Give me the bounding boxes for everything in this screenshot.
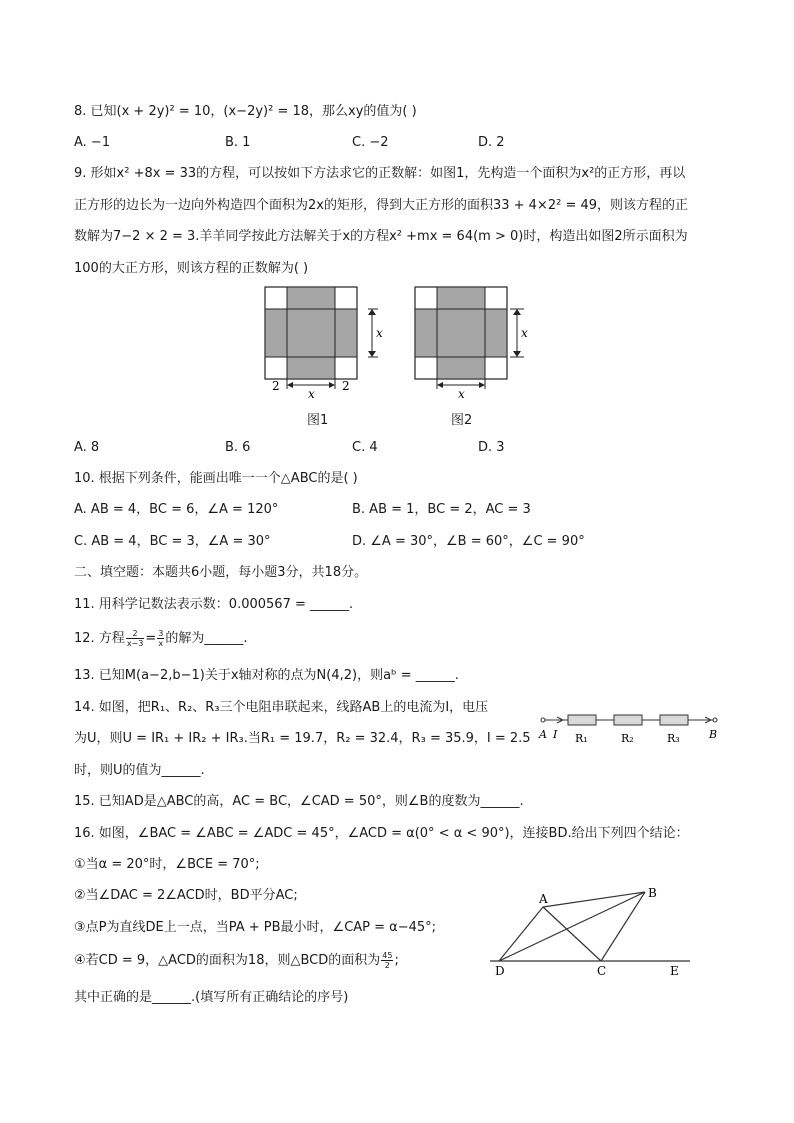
q16-conclusion-2: ②当∠DAC = 2∠ACD时，BD平分AC; [74,888,298,903]
q12-prefix: 12. 方程 [74,631,125,646]
q12-text [74,628,247,650]
section-2-heading: 二、填空题：本题共6小题，每小题3分，共18分。 [74,565,368,580]
q9-line-4: 100的大正方形，则该方程的正数解为( ) [74,261,309,276]
q9-option-b: B. 6 [225,440,251,455]
fig1-label-right-2: 2 [342,379,350,393]
q15-text: 15. 已知AD是△ABC的高，AC = BC，∠CAD = 50°，则∠B的度数为______. [74,794,524,809]
q8-option-a: A. −1 [74,135,111,150]
q9-figure-1 [255,282,390,400]
circuit-label-a: A [539,728,547,741]
q14-line-2: 为U，则U = IR₁ + IR₂ + IR₃.当R₁ = 19.7，R₂ = 32.4，R₃ = 35.9，I = 2.5 [74,731,531,746]
fig1-label-x-side: x [376,326,383,340]
q16-conclusion-3: ③点P为直线DE上一点，当PA + PB最小时，∠CAP = α−45°; [74,920,437,935]
q12-fraction-2 [157,629,164,648]
q10-option-d: D. ∠A = 30°，∠B = 60°，∠C = 90° [352,534,585,549]
q8-option-c: C. −2 [352,135,389,150]
q16-c4-prefix: ④若CD = 9，△ACD的面积为18，则△BCD的面积为 [74,953,381,968]
q10-option-b: B. AB = 1，BC = 2，AC = 3 [352,502,531,517]
circuit-label-b: B [709,728,718,741]
q12-f1-den: x−3 [126,639,144,648]
q9-line-3: 数解为7−2 × 2 = 3.羊羊同学按此方法解关于x的方程x² +mx = 64(m > 0)时，构造出如图2所示面积为 [74,229,688,244]
fig1-center-square [287,309,335,357]
q12-fraction-1 [126,629,145,648]
q8-option-b: B. 1 [225,135,251,150]
q9-option-a: A. 8 [74,440,100,455]
point-label-a: A [539,892,548,906]
q10-option-c: C. AB = 4，BC = 3，∠A = 30° [74,534,271,549]
circuit-label-i: I [553,728,558,741]
q10-option-a: A. AB = 4，BC = 6，∠A = 120° [74,502,279,517]
q16-c4-fraction [381,951,393,970]
fig2-center-square [437,309,485,357]
circuit-label-r3: R₃ [667,732,680,745]
point-label-d: D [495,964,505,978]
q9-option-c: C. 4 [352,440,378,455]
fig2-label-x-side: x [521,326,528,340]
fig1-label-left-2: 2 [272,379,280,393]
fig2-label-x-bottom: x [458,387,465,400]
q12-suffix: 的解为______. [165,631,248,646]
q9-line-1: 9. 形如x² +8x = 33的方程，可以按如下方法求它的正数解：如图1，先构造一个面积为x²的正方形，再以 [74,166,686,181]
q9-option-d: D. 3 [478,440,505,455]
q14-line-1: 14. 如图，把R₁、R₂、R₃三个电阻串联起来，线路AB上的电流为I，电压 [74,700,489,715]
q14-line-3: 时，则U的值为______. [74,763,205,778]
q11-text: 11. 用科学记数法表示数：0.000567 = ______. [74,597,354,612]
q10-stem: 10. 根据下列条件，能画出唯一一个△ABC的是( ) [74,471,358,486]
fig2-caption: 图2 [451,413,473,428]
q16-c4-suffix: ; [394,953,399,968]
q13-text: 13. 已知M(a−2,b−1)关于x轴对称的点为N(4,2)，则aᵇ = ______. [74,668,459,683]
terminal-b [713,718,717,722]
q9-line-2: 正方形的边长为一边向外构造四个面积为2x的矩形，得到大正方形的面积33 + 4×2² = 49，则该方程的正 [74,198,689,213]
q12-f2-num: 3 [158,629,164,638]
q12-equals: = [145,631,157,646]
q16-conclusion-1: ①当α = 20°时，∠BCE = 70°; [74,857,260,872]
q14-circuit-diagram [535,705,725,745]
segment-da [499,907,543,961]
circuit-label-r2: R₂ [621,732,634,745]
point-label-e: E [670,964,679,978]
q12-f2-den: x [158,639,164,648]
q16-geometry-figure [485,880,700,980]
q16-c4-den: 2 [384,961,390,970]
q8-stem: 8. 已知(x + 2y)² = 10，(x−2y)² = 18，那么xy的值为( ) [74,104,417,119]
fig1-label-x-bottom: x [308,387,315,400]
resistor-r2 [614,715,642,725]
fig1-caption: 图1 [307,413,329,428]
q8-option-d: D. 2 [478,135,505,150]
point-label-c: C [597,964,607,978]
q12-f1-num: 2 [126,629,145,639]
q16-c4-num: 45 [382,951,393,960]
q16-answer-line: 其中正确的是______.(填写所有正确结论的序号) [74,990,349,1005]
q16-stem: 16. 如图，∠BAC = ∠ABC = ∠ADC = 45°，∠ACD = α(0° < α < 90°)，连接BD.给出下列四个结论： [74,826,689,841]
point-label-b: B [648,886,657,900]
circuit-label-r1: R₁ [575,732,588,745]
resistor-r1 [568,715,596,725]
terminal-a [541,718,545,722]
q9-figure-2 [405,282,540,400]
resistor-r3 [660,715,688,725]
segment-ac [543,907,601,961]
q16-conclusion-4 [74,950,399,972]
